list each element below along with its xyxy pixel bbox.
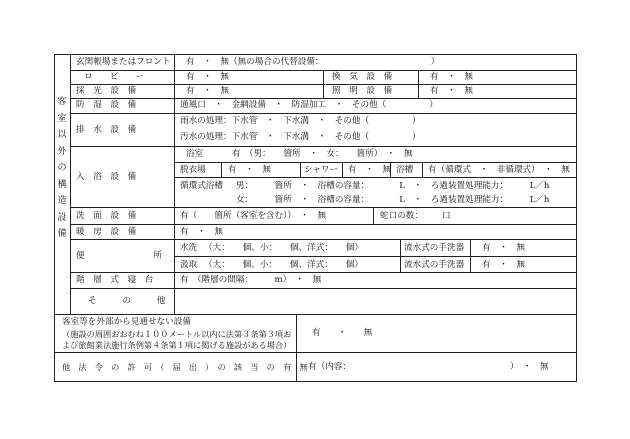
faucet-count-unit: 口 (442, 211, 451, 221)
divider (70, 224, 576, 225)
changing-room-value[interactable]: 有 ・ 無 (228, 165, 271, 175)
lobby-value[interactable]: 有 ・ 無 (186, 72, 229, 82)
heating-label: 暖 房 設 備 (76, 227, 137, 237)
divider (400, 239, 401, 272)
sewage-value[interactable]: 汚水の処理：下水管 ・ 下水溝 ・ その他（ ） (180, 132, 421, 142)
circulating-tub-label: 循環式浴槽 (180, 181, 223, 191)
divider (373, 207, 374, 224)
ventilation-value[interactable]: 有 ・ 無 (430, 72, 473, 82)
pit-handwash-value[interactable]: 有 ・ 無 (482, 260, 525, 270)
ventilation-label: 換 気 設 備 (332, 72, 393, 82)
divider (70, 239, 576, 240)
visibility-note-1: （施設の周囲おおむね１００メートル以内に法第３条第３項お (62, 329, 292, 339)
lighting-label: 照 明 設 備 (332, 86, 393, 96)
changing-room-label: 脱衣場 (180, 165, 206, 175)
side-label-char: 外 (57, 146, 67, 157)
divider (174, 162, 576, 163)
circulating-tub-female[interactable]: 女： 箇所 ・ 浴槽の容量： L ・ ろ過装置処理能力： L／h (236, 195, 550, 205)
bathroom-label: 浴室 (186, 149, 204, 159)
bunk-bed-label: 階 層 式 寝 台 (76, 275, 154, 285)
divider (422, 162, 423, 177)
pit-toilet-label: 汲取 (180, 260, 198, 270)
side-label (56, 98, 68, 247)
side-label-char: 備 (57, 229, 67, 239)
side-label-char: 構 (57, 179, 67, 190)
flush-toilet-value[interactable]: （大： 個、小： 個、洋式： 個） (204, 243, 363, 253)
divider (54, 352, 576, 353)
bathtub-value[interactable]: 有（循環式 ・ 非循環式） ・ 無 (428, 165, 570, 175)
other-label: そ の 他 (88, 296, 166, 306)
front-desk-value[interactable]: 有 ・ 無（無の場合の代替設備： ） (186, 57, 440, 67)
flush-handwash-value[interactable]: 有 ・ 無 (482, 243, 525, 253)
divider (418, 70, 419, 98)
washroom-label: 洗 面 設 備 (76, 211, 137, 221)
drainage-label: 排 水 設 備 (76, 125, 137, 135)
divider (70, 272, 576, 273)
flush-toilet-label: 水洗 (180, 243, 198, 253)
pit-toilet-value[interactable]: （大： 個、小： 個、洋式： 個） (204, 260, 363, 270)
border (54, 381, 576, 382)
divider (174, 54, 175, 314)
shower-value[interactable]: 有 ・ 無 (348, 165, 391, 175)
front-desk-label: 玄関帳場またはフロント (76, 57, 171, 67)
bathroom-value[interactable]: 有 （男： 箇所 ・ 女： 箇所） ・ 無 (232, 149, 413, 159)
border (54, 54, 55, 382)
faucet-count-label: 蛇口の数： (380, 211, 423, 221)
heating-value[interactable]: 有 ・ 無 (180, 227, 223, 237)
side-label-char: 以 (57, 130, 67, 140)
lighting-value[interactable]: 有 ・ 無 (430, 86, 473, 96)
border (576, 54, 577, 382)
divider (470, 239, 471, 272)
divider (323, 70, 324, 98)
side-label-char: 客 (57, 97, 67, 107)
permits-value[interactable]: 有（内容： ） ・ 無 (308, 362, 549, 372)
divider (342, 162, 343, 177)
divider (300, 162, 301, 177)
bathtub-label: 浴槽 (396, 165, 414, 175)
divider (70, 113, 576, 114)
permits-label: 他 法 令 の 許 可 （ 届 出 ） の 該 当 の 有 無 (62, 362, 308, 372)
bunk-bed-value[interactable]: 有 （階層の間隔： m） ・ 無 (180, 275, 322, 285)
rainwater-value[interactable]: 雨水の処理：下水管 ・ 下水溝 ・ その他（ ） (180, 116, 421, 126)
visibility-title: 客室等を外部から見通せない設備 (62, 317, 191, 327)
divider (70, 288, 576, 289)
moisture-label: 防 湿 設 備 (76, 100, 137, 110)
divider (174, 177, 576, 178)
lobby-label: ロ ビ ー (84, 72, 145, 82)
circulating-tub-male[interactable]: 男： 箇所 ・ 浴槽の容量： L ・ ろ過装置処理能力： L／h (236, 181, 550, 191)
divider (70, 146, 576, 147)
washroom-value[interactable]: 有（ 箇所（客室を含む）） ・ 無 (180, 211, 327, 221)
daylighting-label: 採 光 設 備 (76, 86, 137, 96)
pit-handwash-label: 流水式の手洗器 (404, 260, 465, 270)
side-label-char: 設 (57, 212, 67, 223)
visibility-note-2: よび旅館業法施行条例第４条第１項に掲げる施設がある場合） (62, 340, 292, 350)
shower-label: シャワー (304, 165, 339, 175)
bathing-label: 入 浴 設 備 (76, 172, 137, 182)
border (54, 54, 576, 55)
divider (54, 314, 576, 315)
moisture-value[interactable]: 通風口 ・ 金網設備 ・ 防湿加工 ・ その他（ ） (180, 100, 438, 110)
side-label-char: の (57, 163, 67, 173)
divider (70, 54, 71, 314)
divider (70, 98, 576, 99)
divider (70, 207, 576, 208)
flush-handwash-label: 流水式の手洗器 (404, 243, 465, 253)
visibility-value[interactable]: 有 ・ 無 (312, 328, 373, 338)
side-label-char: 造 (57, 196, 67, 206)
side-label-char: 室 (57, 113, 67, 124)
divider (174, 256, 576, 257)
toilet-label: 便 所 (76, 251, 162, 261)
daylighting-value[interactable]: 有 ・ 無 (186, 86, 229, 96)
divider (221, 162, 222, 177)
